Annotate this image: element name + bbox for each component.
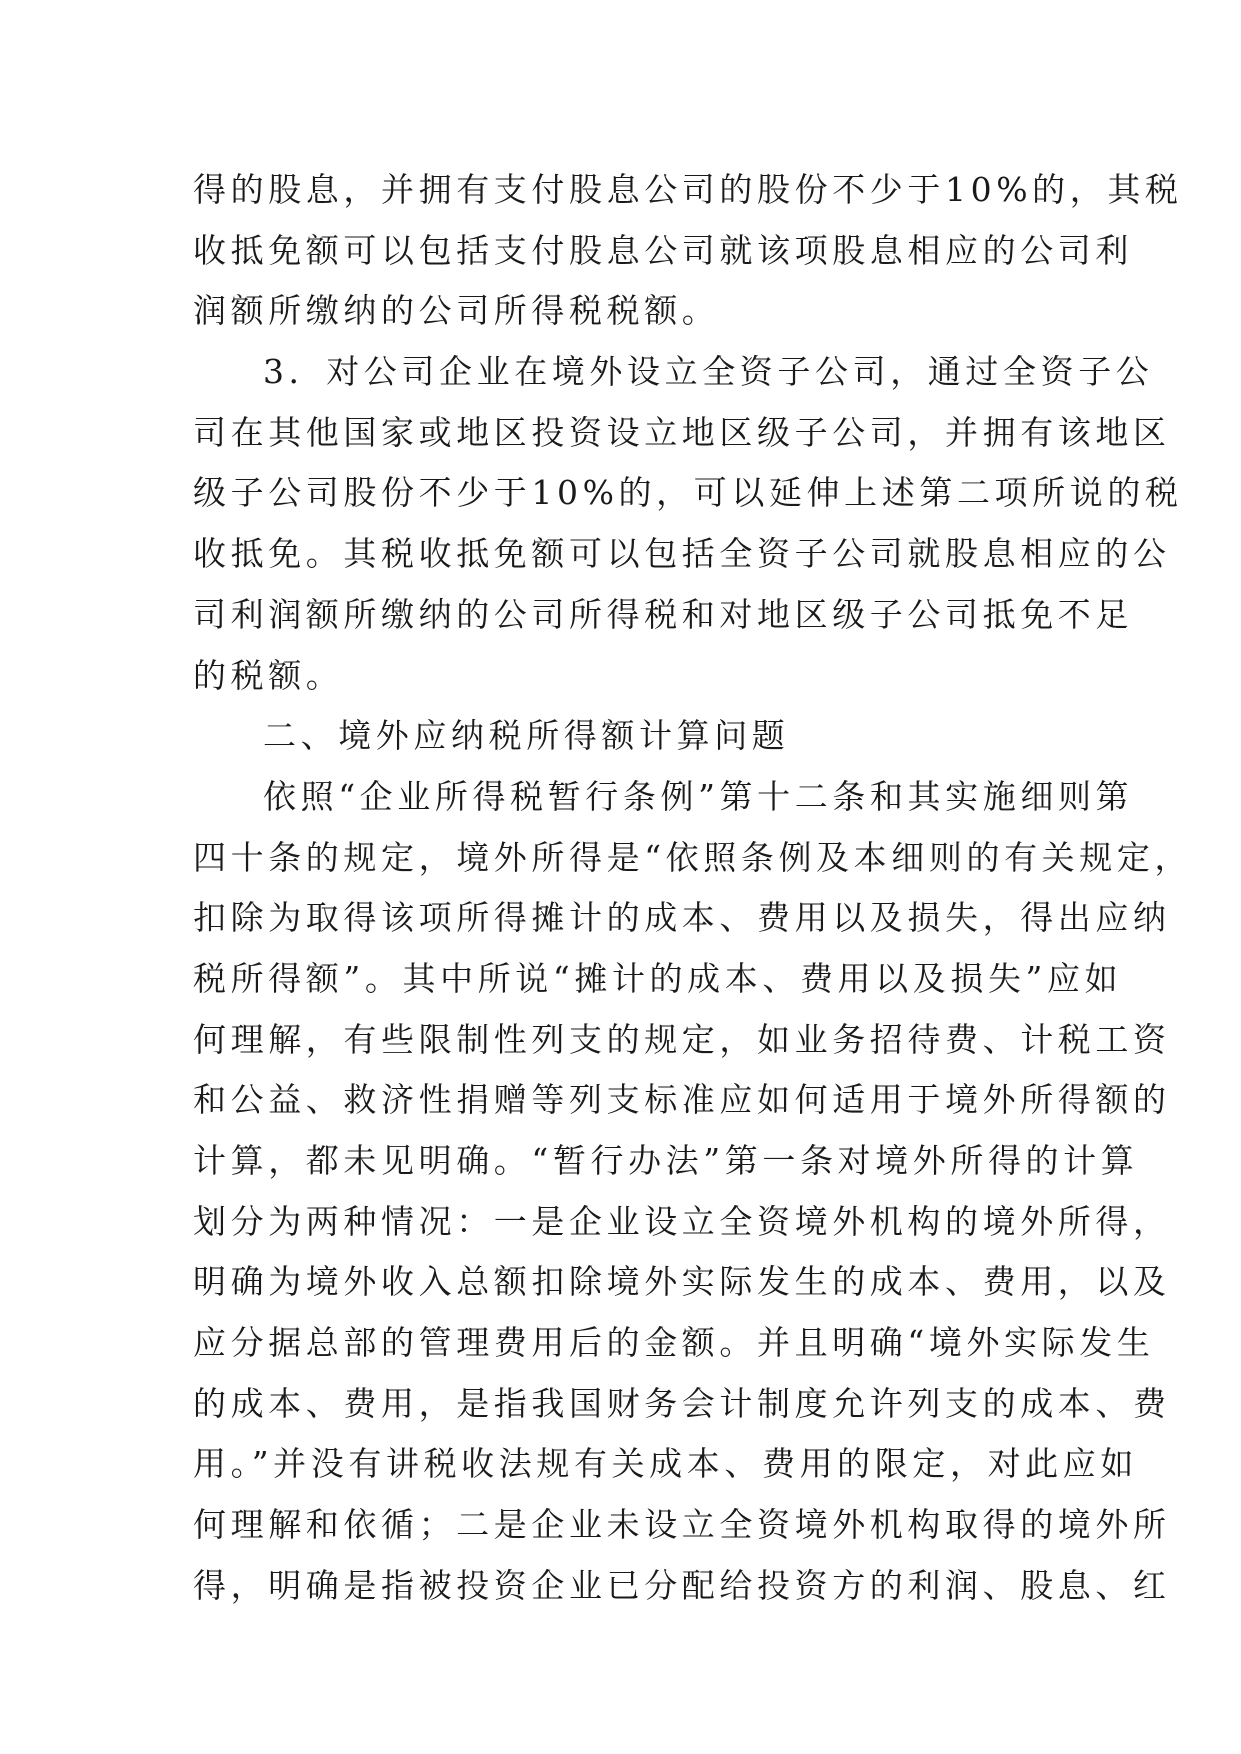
text-line: 司利润额所缴纳的公司所得税和对地区级子公司抵免不足 bbox=[193, 594, 1133, 634]
text-line: 用。”并没有讲税收法规有关成本、费用的限定，对此应如 bbox=[193, 1444, 1138, 1484]
text-line: 的成本、费用，是指我国财务会计制度允许列支的成本、费 bbox=[193, 1383, 1171, 1423]
text-line: 四十条的规定，境外所得是“依照条例及本细则的有关规定， bbox=[193, 837, 1193, 877]
text-line: 润额所缴纳的公司所得税税额。 bbox=[193, 291, 720, 331]
text-line: 级子公司股份不少于10%的，可以延伸上述第二项所说的税 bbox=[193, 473, 1183, 513]
text-line: 得的股息，并拥有支付股息公司的股份不少于10%的，其税 bbox=[193, 170, 1183, 209]
text-line: 税所得额”。其中所说“摊计的成本、费用以及损失”应如 bbox=[193, 958, 1123, 998]
text-line: 司在其他国家或地区投资设立地区级子公司，并拥有该地区 bbox=[193, 412, 1171, 452]
text-line: 何理解，有些限制性列支的规定，如业务招待费、计税工资 bbox=[193, 1019, 1171, 1059]
text-line: 3．对公司企业在境外设立全资子公司，通过全资子公 bbox=[263, 352, 1154, 392]
text-line: 明确为境外收入总额扣除境外实际发生的成本、费用，以及 bbox=[193, 1262, 1171, 1302]
text-line: 划分为两种情况：一是企业设立全资境外机构的境外所得， bbox=[193, 1201, 1171, 1241]
body-text bbox=[193, 160, 1193, 1617]
text-line: 何理解和依循；二是企业未设立全资境外机构取得的境外所 bbox=[193, 1505, 1171, 1545]
section-heading: 二、境外应纳税所得额计算问题 bbox=[263, 716, 790, 756]
text-line: 扣除为取得该项所得摊计的成本、费用以及损失，得出应纳 bbox=[193, 898, 1171, 938]
text-line: 和公益、救济性捐赠等列支标准应如何适用于境外所得额的 bbox=[193, 1080, 1171, 1120]
text-line: 收抵免额可以包括支付股息公司就该项股息相应的公司利 bbox=[193, 230, 1133, 270]
text-line: 依照“企业所得税暂行条例”第十二条和其实施细则第 bbox=[263, 776, 1134, 816]
text-line: 应分据总部的管理费用后的金额。并且明确“境外实际发生 bbox=[193, 1323, 1155, 1363]
text-line: 的税额。 bbox=[193, 655, 344, 695]
text-line: 计算，都未见明确。“暂行办法”第一条对境外所得的计算 bbox=[193, 1141, 1139, 1180]
text-line: 收抵免。其税收抵免额可以包括全资子公司就股息相应的公 bbox=[193, 534, 1171, 574]
text-line: 得，明确是指被投资企业已分配给投资方的利润、股息、红 bbox=[193, 1565, 1171, 1605]
